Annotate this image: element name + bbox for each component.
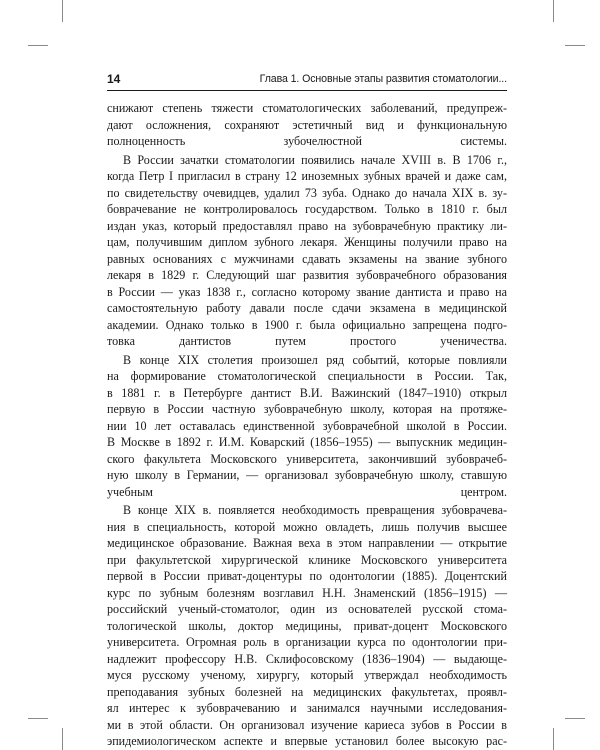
text-line: университета. Огромная роль в организации курса по одонтологии при- xyxy=(107,635,507,649)
text-line: боврачевание не контролировалось государством. Только в 1810 г. был xyxy=(107,202,507,216)
text-line: В конце XIX в. появляется необходимость превращения зубоврачева- xyxy=(123,503,507,517)
text-line: В России зачатки стоматологии появились начале XVIII в. В 1706 г., xyxy=(123,152,507,167)
text-line: В Москве в 1892 г. И.М. Коварский (1856–1955) — выпускник медицин- xyxy=(107,435,507,449)
page-number: 14 xyxy=(107,72,121,86)
paragraph xyxy=(107,152,507,350)
crop-mark xyxy=(28,718,48,719)
text-line: когда Петр I пригласил в страну 12 иноземных зубных врачей и даже сам, xyxy=(107,169,507,183)
text-line: издан указ, который предоставлял право на зубоврачебную практику ли- xyxy=(107,218,507,233)
text-line: первой в России приват-доцентуры по одонтологии (1885). Доцентский xyxy=(107,569,507,583)
crop-mark xyxy=(565,45,585,46)
text-line: при факультетской хирургической клинике Московского университета xyxy=(107,552,507,567)
text-line: тологической школы, доктор медицины, приват-доцент Московского xyxy=(107,618,507,633)
text-line: В конце XIX столетия произошел ряд событий, которые повлияли xyxy=(123,352,507,367)
text-line: в 1881 г. в Петербурге дантист В.И. Важинский (1847–1910) открыл xyxy=(107,385,507,400)
paragraph xyxy=(107,100,507,150)
text-line: первую в России частную зубоврачебную школу, которая на протяже- xyxy=(107,402,507,416)
paragraph xyxy=(107,502,507,750)
text-line: ную школу в Германии, — организовал зубоврачебную школу, ставшую xyxy=(107,468,507,482)
text-line: нии 10 лет оставалась единственной зубоврачебной школой в России. xyxy=(107,418,507,433)
text-line: в России — указ 1838 г., согласно которому звание дантиста и право на xyxy=(107,284,507,299)
text-line: ми в этой области. Он организовал изучение кариеса зубов в России в xyxy=(107,717,507,732)
text-line: дают осложнения, сохраняют эстетичный вид и функциональную xyxy=(107,117,507,132)
text-line: российский ученый-стоматолог, один из основателей русской стома- xyxy=(107,602,507,616)
crop-mark xyxy=(62,0,63,22)
crop-mark xyxy=(62,728,63,750)
text-line: равных основаниях с мужчинами сдавать экзамены на звание зубного xyxy=(107,251,507,266)
text-line: снижают степень тяжести стоматологических заболеваний, предупреж- xyxy=(107,101,507,115)
text-line: полноценность зубочелюстной системы. xyxy=(107,134,507,148)
text-line: академии. Однако только в 1900 г. была официально запрещена подго- xyxy=(107,317,507,332)
text-line: ния в специальность, которой можно овладеть, лишь получив высшее xyxy=(107,519,507,534)
text-line: эпидемиологическом аспекте и впервые установил более высокую рас- xyxy=(107,734,507,748)
running-title: Глава 1. Основные этапы развития стоматологии... xyxy=(259,73,507,85)
page-header xyxy=(107,71,507,89)
crop-mark xyxy=(553,728,554,750)
text-line: ял интерес к зубоврачеванию и занимался научными исследования- xyxy=(107,701,507,715)
text-line: курс по зубным болезням возглавил Н.Н. Знаменский (1856–1915) — xyxy=(107,585,507,600)
text-line: на формирование стоматологической специальности в России. Так, xyxy=(107,369,507,383)
text-line: по свидетельству очевидцев, удалил 73 зуба. Однако до начала XIX в. зу- xyxy=(107,185,507,200)
text-line: самостоятельную работу давали после сдачи экзамена в медицинской xyxy=(107,301,507,315)
crop-mark xyxy=(28,45,48,46)
text-line: цам, получившим диплом зубного лекаря. Женщины получили право на xyxy=(107,235,507,249)
text-line: муся русскому ученому, хирургу, который утверждал необходимость xyxy=(107,668,507,682)
text-line: товка дантистов путем простого ученичества. xyxy=(107,334,507,348)
text-line: надлежит профессору Н.В. Склифосовскому (1836–1904) — выдающе- xyxy=(107,651,507,666)
body-text xyxy=(107,100,507,750)
text-line: лекаря в 1829 г. Следующий шаг развития зубоврачебного образования xyxy=(107,268,507,282)
text-line: ского факультета Московского университета, закончивший зубоврачеб- xyxy=(107,451,507,466)
text-line: учебным центром. xyxy=(107,484,507,499)
paragraph xyxy=(107,352,507,501)
header-rule xyxy=(107,90,507,91)
crop-mark xyxy=(565,718,585,719)
crop-mark xyxy=(553,0,554,22)
text-line: преподавания зубных болезней на медицинских факультетах, проявл- xyxy=(107,684,507,699)
text-line: медицинское образование. Важная веха в этом направлении — открытие xyxy=(107,536,507,550)
